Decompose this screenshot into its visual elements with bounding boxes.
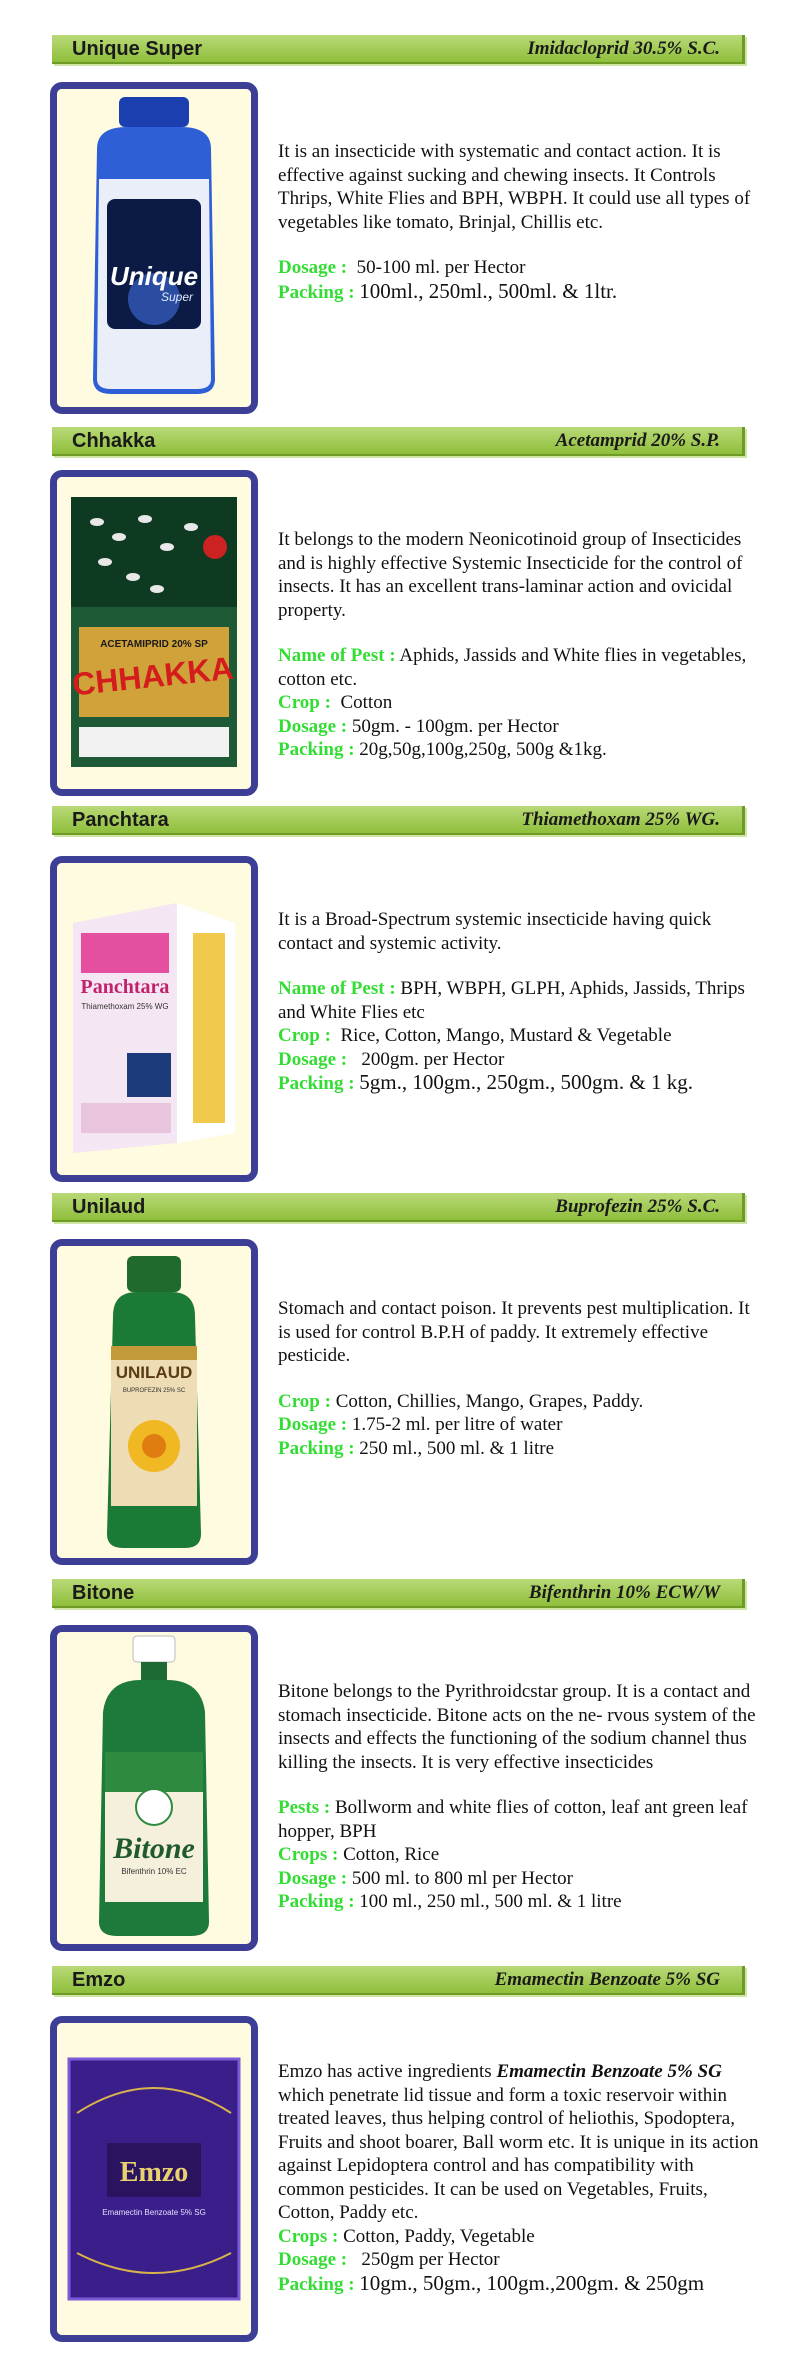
dosage-value: 200gm. per Hector	[361, 1048, 505, 1070]
packing-value: 250 ml., 500 ml. & 1 litre	[359, 1437, 555, 1459]
packing-label: Packing :	[278, 1891, 355, 1912]
crop-label: Crops :	[278, 1844, 339, 1865]
product-image-frame	[50, 856, 258, 1182]
chhakka-pack-image	[57, 477, 251, 789]
product-name: Panchtara	[72, 809, 169, 831]
product-name: Emzo	[72, 1969, 126, 1991]
sachet-brand-text: Emzo	[119, 2157, 189, 2188]
product-header-bar	[52, 35, 745, 64]
dosage-label: Dosage :	[278, 2249, 348, 2270]
packing-value: 20g,50g,100g,250g, 500g &1kg.	[359, 739, 607, 760]
bottle-brand-text: Unique	[109, 261, 199, 291]
unique-bottle-image	[57, 89, 251, 407]
crop-label: Crops :	[278, 2225, 339, 2247]
bottle-brand-text: UNILAUD	[115, 1363, 193, 1382]
product-chemical: Emamectin Benzoate 5% SG	[494, 1969, 720, 1990]
description-pre: Emzo has active ingredients	[278, 2061, 497, 2082]
dosage-value: 1.75-2 ml. per litre of water	[351, 1414, 563, 1435]
product-name: Bitone	[72, 1582, 135, 1604]
product-description	[278, 1297, 760, 1460]
panchtara-box-image	[57, 863, 251, 1175]
crop-label: Crop :	[278, 692, 331, 713]
dosage-value: 250gm per Hector	[361, 2249, 500, 2270]
dosage-value: 500 ml. to 800 ml per Hector	[351, 1867, 573, 1889]
dosage-label: Dosage :	[278, 257, 348, 278]
product-image-frame	[50, 470, 258, 796]
product-description	[278, 908, 760, 1096]
product-description	[278, 2060, 760, 2296]
product-header-bar	[52, 427, 745, 456]
box-brand-text: Panchtara	[80, 976, 170, 998]
packing-label: Packing :	[278, 281, 355, 303]
bitone-bottle-image	[57, 1632, 251, 1944]
product-description	[278, 1680, 760, 1914]
product-name: Unique Super	[72, 38, 203, 60]
crop-value: Rice, Cotton, Mango, Mustard & Vegetable	[340, 1025, 672, 1046]
description-text: Stomach and contact poison. It prevents pest multiplication. It is used for control B.P.H of paddy. It extremely effective pesticide.	[278, 1298, 750, 1366]
product-chemical: Bifenthrin 10% ECW/W	[528, 1582, 720, 1603]
product-image-frame	[50, 1625, 258, 1951]
product-image-frame	[50, 2016, 258, 2342]
dosage-label: Dosage :	[278, 1414, 348, 1435]
description-text: It is an insecticide with systematic and contact action. It is effective against sucking and chewing insects. It Controls Thrips, White Flies and BPH, WBPH. It could use all types of vegetables like tomato, Brinjal, Chillis etc.	[278, 141, 751, 233]
description-post: which penetrate lid tissue and form a toxic reservoir within treated leaves, thus helping control of heliothis, Spodoptera, Fruits and shoot boarer, Ball worm etc. It is unique in its action against Lepidoptera control and has compatibility with common pesticides. It can be used on Vegetables, Fruits, Cotton, Paddy etc.	[278, 2084, 759, 2223]
crop-value: Cotton, Paddy, Vegetable	[343, 2225, 535, 2247]
packing-label: Packing :	[278, 2273, 355, 2295]
product-header-bar	[52, 1966, 745, 1995]
packing-label: Packing :	[278, 1073, 355, 1094]
description-text: It belongs to the modern Neonicotinoid group of Insecticides and is highly effective Systemic Insecticide for the control of insects. It has an excellent trans-laminar action and ovicidal property.	[278, 529, 743, 621]
product-chemical: Imidacloprid 30.5% S.C.	[527, 38, 720, 59]
pack-brand-text: CHHAKKA	[70, 649, 236, 703]
product-chemical: Buprofezin 25% S.C.	[555, 1196, 720, 1217]
crop-value: Cotton, Rice	[343, 1844, 440, 1865]
emzo-sachet-image	[57, 2023, 251, 2335]
pest-value: Aphids, Jassids and White flies in vegetables, cotton etc.	[278, 645, 747, 690]
product-description	[278, 528, 760, 762]
packing-value: 100ml., 250ml., 500ml. & 1ltr.	[359, 278, 618, 303]
dosage-label: Dosage :	[278, 715, 348, 737]
description-bold: Emamectin Benzoate 5% SG	[496, 2061, 722, 2082]
dosage-label: Dosage :	[278, 1048, 348, 1070]
sachet-sub-text: Emamectin Benzoate 5% SG	[102, 2208, 206, 2217]
product-header-bar	[52, 1193, 745, 1222]
pest-value: Bollworm and white flies of cotton, leaf ant green leaf hopper, BPH	[278, 1797, 748, 1842]
dosage-label: Dosage :	[278, 1867, 348, 1889]
unilaud-bottle-image	[57, 1246, 251, 1558]
crop-value: Cotton	[340, 692, 393, 713]
bottle-sub-text: BUPROFEZIN 25% SC	[122, 1388, 186, 1394]
packing-value: 10gm., 50gm., 100gm.,200gm. & 250gm	[359, 2270, 705, 2295]
description-text: It is a Broad-Spectrum systemic insecticide having quick contact and systemic activity.	[278, 909, 712, 954]
packing-value: 5gm., 100gm., 250gm., 500gm. & 1 kg.	[359, 1070, 693, 1094]
crop-value: Cotton, Chillies, Mango, Grapes, Paddy.	[335, 1390, 644, 1412]
product-image-frame	[50, 1239, 258, 1565]
box-sub-text: Thiamethoxam 25% WG	[81, 1002, 169, 1011]
product-header-bar	[52, 806, 745, 835]
product-image-frame	[50, 82, 258, 414]
pest-label: Name of Pest :	[278, 645, 396, 666]
packing-label: Packing :	[278, 1437, 355, 1459]
product-description	[278, 140, 760, 304]
description-text	[278, 2060, 760, 2225]
packing-label: Packing :	[278, 739, 355, 760]
packing-value: 100 ml., 250 ml., 500 ml. & 1 litre	[359, 1891, 622, 1912]
pest-value: BPH, WBPH, GLPH, Aphids, Jassids, Thrips and White Flies etc	[278, 978, 745, 1023]
description-text: Bitone belongs to the Pyrithroidcstar group. It is a contact and stomach insecticide. Bitone acts on the ne- rvous system of the insects and effects the functioning of the sodium channel thus killing the insects. It is very effective insecticides	[278, 1681, 756, 1773]
pest-label: Name of Pest :	[278, 978, 396, 999]
product-header-bar	[52, 1579, 745, 1608]
product-name: Chhakka	[72, 430, 156, 452]
crop-label: Crop :	[278, 1390, 331, 1412]
bottle-sub-text: Bifenthrin 10% EC	[121, 1867, 187, 1876]
product-chemical: Thiamethoxam 25% WG.	[521, 809, 720, 830]
dosage-value: 50-100 ml. per Hector	[356, 257, 526, 278]
bottle-sub-text: Super	[160, 290, 194, 304]
pest-label: Pests :	[278, 1797, 331, 1818]
product-chemical: Acetamprid 20% S.P.	[555, 430, 720, 451]
dosage-value: 50gm. - 100gm. per Hector	[351, 715, 559, 737]
pack-sub-text: ACETAMIPRID 20% SP	[100, 639, 208, 650]
crop-label: Crop :	[278, 1025, 331, 1046]
bottle-brand-text: Bitone	[113, 1832, 195, 1865]
product-name: Unilaud	[72, 1196, 146, 1218]
